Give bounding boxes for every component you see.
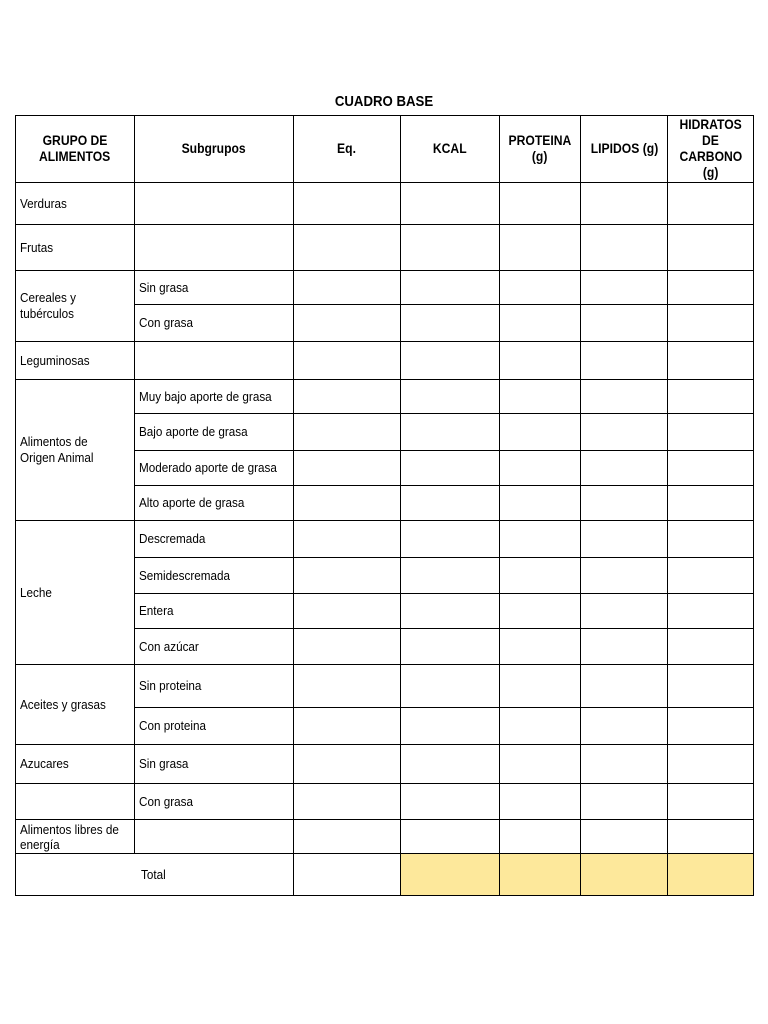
table-row xyxy=(16,342,754,380)
proteina-cell xyxy=(500,305,581,342)
subgroup-cell xyxy=(135,784,294,820)
group-label: Frutas xyxy=(20,239,54,255)
eq-cell xyxy=(294,414,401,451)
hidratos-cell xyxy=(668,451,754,486)
subgroup-label: Descremada xyxy=(139,531,206,546)
lipidos-cell xyxy=(581,486,668,521)
hidratos-cell xyxy=(668,708,754,745)
subgroup-cell xyxy=(135,380,294,414)
group-label: Aceites y grasas xyxy=(20,696,106,712)
kcal-cell xyxy=(401,486,500,521)
subgroup-label: Sin grasa xyxy=(139,279,189,295)
kcal-cell xyxy=(401,225,500,271)
hidratos-cell xyxy=(668,342,754,380)
subgroup-label: Con proteina xyxy=(139,718,207,733)
lipidos-cell xyxy=(581,708,668,745)
kcal-cell xyxy=(401,342,500,380)
subgroup-label: Sin grasa xyxy=(139,756,189,771)
subgroup-label: Semidescremada xyxy=(139,567,231,583)
eq-cell xyxy=(294,745,401,784)
subgroup-cell xyxy=(135,414,294,451)
group-label-line1: Alimentos de xyxy=(20,434,88,449)
proteina-cell xyxy=(500,451,581,486)
eq-cell xyxy=(294,820,401,854)
header-eq xyxy=(294,116,401,183)
lipidos-cell xyxy=(581,629,668,665)
kcal-cell xyxy=(401,745,500,784)
group-cell-empty xyxy=(16,784,135,820)
header-subgrupos xyxy=(135,116,294,183)
subgroup-cell xyxy=(135,521,294,558)
eq-cell xyxy=(294,271,401,305)
kcal-cell xyxy=(401,594,500,629)
group-cell-origen-animal xyxy=(16,380,135,521)
table-row xyxy=(16,665,754,708)
cuadro-base-table xyxy=(15,115,754,896)
lipidos-cell xyxy=(581,784,668,820)
group-cell-libres xyxy=(16,820,135,854)
header-proteina-line1: PROTEINA xyxy=(508,133,572,148)
table-row xyxy=(16,225,754,271)
subgroup-cell xyxy=(135,342,294,380)
kcal-cell xyxy=(401,451,500,486)
kcal-cell xyxy=(401,558,500,594)
hidratos-cell xyxy=(668,820,754,854)
subgroup-label: Moderado aporte de grasa xyxy=(139,460,277,475)
lipidos-cell xyxy=(581,225,668,271)
hidratos-cell xyxy=(668,271,754,305)
total-row xyxy=(16,854,754,896)
page-title: CUADRO BASE xyxy=(334,93,434,110)
lipidos-cell xyxy=(581,558,668,594)
subgroup-label: Sin proteina xyxy=(139,678,202,693)
group-label-line1: Cereales y xyxy=(20,290,76,305)
group-cell-leguminosas xyxy=(16,342,135,380)
hidratos-cell xyxy=(668,380,754,414)
eq-cell xyxy=(294,183,401,225)
group-cell-azucares xyxy=(16,745,135,784)
header-lipidos xyxy=(581,116,668,183)
header-eq-text: Eq. xyxy=(337,141,357,156)
eq-cell xyxy=(294,342,401,380)
proteina-cell xyxy=(500,820,581,854)
subgroup-cell xyxy=(135,708,294,745)
subgroup-cell xyxy=(135,305,294,342)
header-subgrupos-text: Subgrupos xyxy=(181,141,247,156)
proteina-cell xyxy=(500,594,581,629)
subgroup-label: Bajo aporte de grasa xyxy=(139,424,248,439)
total-label-cell xyxy=(16,854,294,896)
header-row xyxy=(16,116,754,183)
header-hidratos-line1: HIDRATOS xyxy=(679,117,742,132)
hidratos-cell xyxy=(668,183,754,225)
header-kcal xyxy=(401,116,500,183)
table-row xyxy=(16,183,754,225)
proteina-cell xyxy=(500,414,581,451)
hidratos-cell xyxy=(668,784,754,820)
header-lipidos-text: LIPIDOS (g) xyxy=(590,141,658,156)
group-label: Azucares xyxy=(20,756,69,771)
table-row xyxy=(16,271,754,305)
hidratos-cell xyxy=(668,745,754,784)
proteina-cell xyxy=(500,183,581,225)
eq-cell xyxy=(294,305,401,342)
kcal-cell xyxy=(401,183,500,225)
header-grupo xyxy=(16,116,135,183)
eq-cell xyxy=(294,521,401,558)
subgroup-cell xyxy=(135,225,294,271)
table-row xyxy=(16,380,754,414)
header-hidratos-line4: (g) xyxy=(702,165,719,180)
proteina-cell xyxy=(500,225,581,271)
total-proteina-cell xyxy=(500,854,581,896)
hidratos-cell xyxy=(668,486,754,521)
lipidos-cell xyxy=(581,183,668,225)
eq-cell xyxy=(294,225,401,271)
lipidos-cell xyxy=(581,380,668,414)
kcal-cell xyxy=(401,784,500,820)
eq-cell xyxy=(294,665,401,708)
hidratos-cell xyxy=(668,305,754,342)
subgroup-cell xyxy=(135,594,294,629)
group-cell-frutas xyxy=(16,225,135,271)
eq-cell xyxy=(294,708,401,745)
proteina-cell xyxy=(500,784,581,820)
proteina-cell xyxy=(500,486,581,521)
subgroup-label: Con grasa xyxy=(139,793,193,809)
group-cell-leche xyxy=(16,521,135,665)
eq-cell xyxy=(294,629,401,665)
kcal-cell xyxy=(401,521,500,558)
header-proteina-line2: (g) xyxy=(532,149,548,164)
subgroup-cell xyxy=(135,486,294,521)
proteina-cell xyxy=(500,271,581,305)
group-cell-verduras xyxy=(16,183,135,225)
kcal-cell xyxy=(401,629,500,665)
group-label: Leche xyxy=(20,584,52,600)
kcal-cell xyxy=(401,271,500,305)
subgroup-label: Entera xyxy=(139,603,174,618)
lipidos-cell xyxy=(581,451,668,486)
proteina-cell xyxy=(500,342,581,380)
group-cell-cereales xyxy=(16,271,135,342)
lipidos-cell xyxy=(581,342,668,380)
group-label-line2: Origen Animal xyxy=(20,450,94,465)
kcal-cell xyxy=(401,380,500,414)
total-kcal-cell xyxy=(401,854,500,896)
subgroup-label: Con azúcar xyxy=(139,638,199,654)
table-row xyxy=(16,820,754,854)
hidratos-cell xyxy=(668,665,754,708)
header-kcal-text: KCAL xyxy=(433,141,467,156)
table-row xyxy=(16,521,754,558)
proteina-cell xyxy=(500,745,581,784)
subgroup-cell xyxy=(135,629,294,665)
subgroup-label: Con grasa xyxy=(139,315,193,330)
group-label-line1: Alimentos libres de xyxy=(20,821,119,837)
eq-cell xyxy=(294,784,401,820)
eq-cell xyxy=(294,380,401,414)
lipidos-cell xyxy=(581,594,668,629)
group-label-line2: energía xyxy=(20,836,60,852)
hidratos-cell xyxy=(668,225,754,271)
proteina-cell xyxy=(500,665,581,708)
hidratos-cell xyxy=(668,414,754,451)
group-cell-aceites xyxy=(16,665,135,745)
table-row xyxy=(16,784,754,820)
eq-cell xyxy=(294,594,401,629)
proteina-cell xyxy=(500,380,581,414)
header-grupo-line1: GRUPO DE xyxy=(42,133,108,148)
eq-cell xyxy=(294,558,401,594)
lipidos-cell xyxy=(581,745,668,784)
header-hidratos xyxy=(668,116,754,183)
proteina-cell xyxy=(500,708,581,745)
subgroup-cell xyxy=(135,665,294,708)
hidratos-cell xyxy=(668,594,754,629)
hidratos-cell xyxy=(668,629,754,665)
group-label: Leguminosas xyxy=(20,352,90,368)
proteina-cell xyxy=(500,521,581,558)
header-hidratos-line2: DE xyxy=(702,133,719,148)
table-row xyxy=(16,745,754,784)
header-hidratos-line3: CARBONO xyxy=(679,149,742,164)
group-label: Verduras xyxy=(20,195,67,211)
kcal-cell xyxy=(401,665,500,708)
subgroup-cell xyxy=(135,271,294,305)
subgroup-cell xyxy=(135,745,294,784)
kcal-cell xyxy=(401,305,500,342)
kcal-cell xyxy=(401,414,500,451)
subgroup-cell xyxy=(135,451,294,486)
total-lipidos-cell xyxy=(581,854,668,896)
total-hidratos-cell xyxy=(668,854,754,896)
lipidos-cell xyxy=(581,414,668,451)
subgroup-cell xyxy=(135,183,294,225)
total-label: Total xyxy=(140,866,166,882)
proteina-cell xyxy=(500,558,581,594)
hidratos-cell xyxy=(668,521,754,558)
lipidos-cell xyxy=(581,521,668,558)
lipidos-cell xyxy=(581,271,668,305)
subgroup-cell xyxy=(135,820,294,854)
eq-cell xyxy=(294,486,401,521)
eq-cell xyxy=(294,451,401,486)
header-grupo-line2: ALIMENTOS xyxy=(39,149,111,164)
proteina-cell xyxy=(500,629,581,665)
kcal-cell xyxy=(401,708,500,745)
lipidos-cell xyxy=(581,820,668,854)
kcal-cell xyxy=(401,820,500,854)
subgroup-label: Muy bajo aporte de grasa xyxy=(139,388,272,404)
total-eq-cell xyxy=(294,854,401,896)
header-proteina xyxy=(500,116,581,183)
group-label-line2: tubérculos xyxy=(20,306,74,321)
lipidos-cell xyxy=(581,665,668,708)
hidratos-cell xyxy=(668,558,754,594)
subgroup-label: Alto aporte de grasa xyxy=(139,495,245,510)
lipidos-cell xyxy=(581,305,668,342)
subgroup-cell xyxy=(135,558,294,594)
